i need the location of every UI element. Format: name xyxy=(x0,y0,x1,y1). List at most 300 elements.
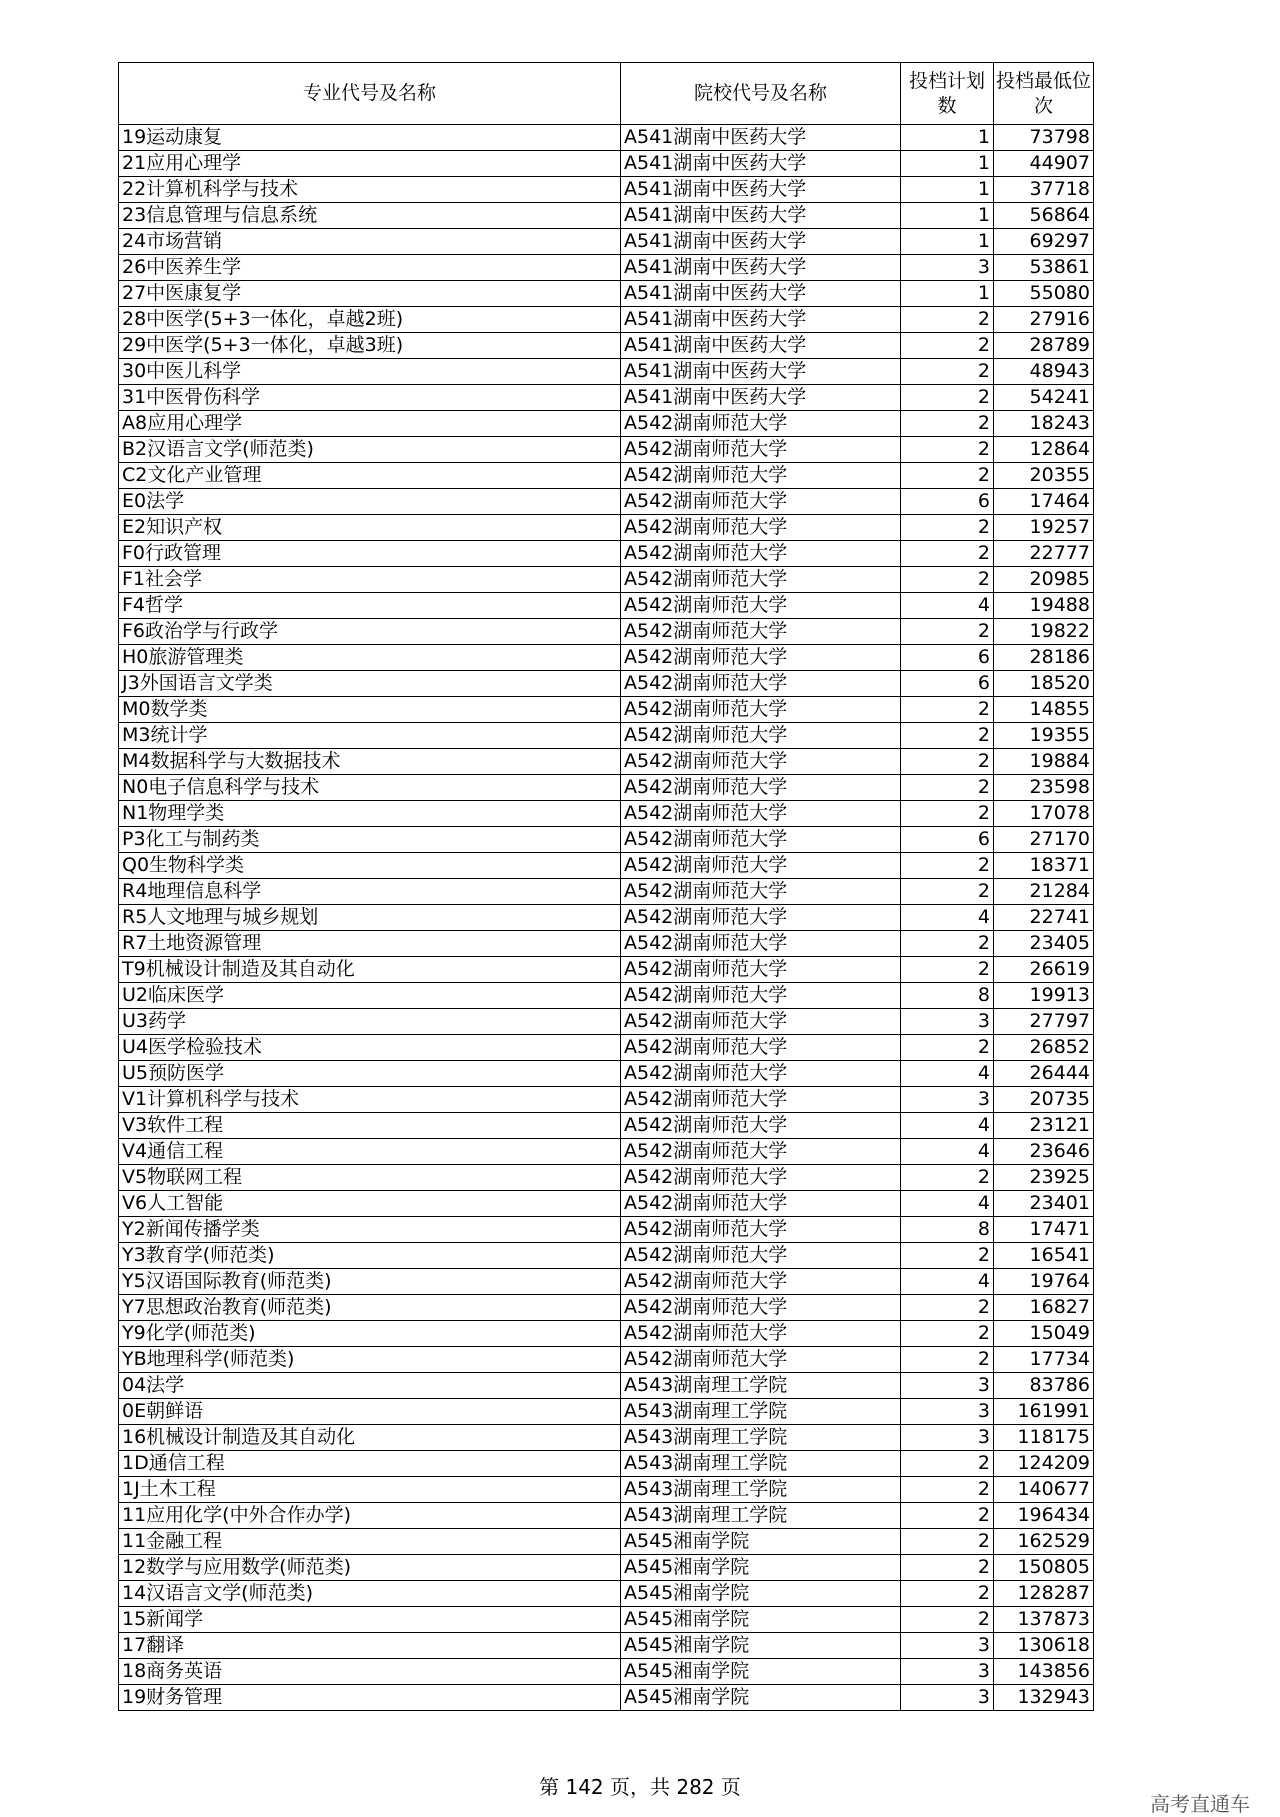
major-cell: U2临床医学 xyxy=(119,983,621,1009)
plan-cell: 2 xyxy=(901,411,994,437)
table-row xyxy=(119,463,1094,489)
plan-cell: 8 xyxy=(901,983,994,1009)
rank-cell: 26852 xyxy=(994,1035,1094,1061)
plan-cell: 3 xyxy=(901,1373,994,1399)
rank-cell: 150805 xyxy=(994,1555,1094,1581)
table-row xyxy=(119,359,1094,385)
table-row xyxy=(119,1425,1094,1451)
school-cell: A542湖南师范大学 xyxy=(621,567,901,593)
major-cell: V1计算机科学与技术 xyxy=(119,1087,621,1113)
header-rank: 投档最低位次 xyxy=(994,63,1094,125)
table-row xyxy=(119,723,1094,749)
rank-cell: 20735 xyxy=(994,1087,1094,1113)
school-cell: A543湖南理工学院 xyxy=(621,1425,901,1451)
admission-table xyxy=(118,62,1094,1711)
table-row xyxy=(119,749,1094,775)
plan-cell: 3 xyxy=(901,1685,994,1711)
major-cell: 21应用心理学 xyxy=(119,151,621,177)
major-cell: Y5汉语国际教育(师范类) xyxy=(119,1269,621,1295)
table-row xyxy=(119,1529,1094,1555)
plan-cell: 2 xyxy=(901,619,994,645)
major-cell: C2文化产业管理 xyxy=(119,463,621,489)
header-plan: 投档计划数 xyxy=(901,63,994,125)
table-row xyxy=(119,151,1094,177)
table-row xyxy=(119,593,1094,619)
rank-cell: 17471 xyxy=(994,1217,1094,1243)
school-cell: A542湖南师范大学 xyxy=(621,541,901,567)
table-row xyxy=(119,1061,1094,1087)
table-row xyxy=(119,567,1094,593)
plan-cell: 2 xyxy=(901,1451,994,1477)
table-row xyxy=(119,1269,1094,1295)
table-row xyxy=(119,1399,1094,1425)
major-cell: 14汉语言文学(师范类) xyxy=(119,1581,621,1607)
rank-cell: 16827 xyxy=(994,1295,1094,1321)
major-cell: V4通信工程 xyxy=(119,1139,621,1165)
school-cell: A542湖南师范大学 xyxy=(621,957,901,983)
rank-cell: 16541 xyxy=(994,1243,1094,1269)
school-cell: A541湖南中医药大学 xyxy=(621,385,901,411)
plan-cell: 1 xyxy=(901,151,994,177)
plan-cell: 4 xyxy=(901,1113,994,1139)
major-cell: 19财务管理 xyxy=(119,1685,621,1711)
major-cell: R7土地资源管理 xyxy=(119,931,621,957)
major-cell: 04法学 xyxy=(119,1373,621,1399)
plan-cell: 2 xyxy=(901,1035,994,1061)
table-row xyxy=(119,1009,1094,1035)
school-cell: A545湘南学院 xyxy=(621,1633,901,1659)
table-row xyxy=(119,1503,1094,1529)
plan-cell: 2 xyxy=(901,749,994,775)
plan-cell: 2 xyxy=(901,931,994,957)
table-row xyxy=(119,1373,1094,1399)
plan-cell: 2 xyxy=(901,957,994,983)
rank-cell: 23405 xyxy=(994,931,1094,957)
table-row xyxy=(119,827,1094,853)
school-cell: A542湖南师范大学 xyxy=(621,931,901,957)
plan-cell: 2 xyxy=(901,359,994,385)
plan-cell: 2 xyxy=(901,1555,994,1581)
school-cell: A541湖南中医药大学 xyxy=(621,203,901,229)
plan-cell: 2 xyxy=(901,1295,994,1321)
table-row xyxy=(119,1191,1094,1217)
rank-cell: 26444 xyxy=(994,1061,1094,1087)
rank-cell: 21284 xyxy=(994,879,1094,905)
plan-cell: 4 xyxy=(901,593,994,619)
major-cell: Y3教育学(师范类) xyxy=(119,1243,621,1269)
major-cell: N0电子信息科学与技术 xyxy=(119,775,621,801)
major-cell: Q0生物科学类 xyxy=(119,853,621,879)
table-row xyxy=(119,645,1094,671)
rank-cell: 48943 xyxy=(994,359,1094,385)
table-row xyxy=(119,515,1094,541)
plan-cell: 4 xyxy=(901,1139,994,1165)
school-cell: A542湖南师范大学 xyxy=(621,801,901,827)
school-cell: A542湖南师范大学 xyxy=(621,723,901,749)
rank-cell: 19884 xyxy=(994,749,1094,775)
major-cell: 11金融工程 xyxy=(119,1529,621,1555)
major-cell: Y7思想政治教育(师范类) xyxy=(119,1295,621,1321)
table-row xyxy=(119,333,1094,359)
table-row xyxy=(119,307,1094,333)
major-cell: M4数据科学与大数据技术 xyxy=(119,749,621,775)
table-header xyxy=(119,63,1094,125)
rank-cell: 23121 xyxy=(994,1113,1094,1139)
major-cell: 12数学与应用数学(师范类) xyxy=(119,1555,621,1581)
table-row xyxy=(119,853,1094,879)
school-cell: A542湖南师范大学 xyxy=(621,593,901,619)
major-cell: 26中医养生学 xyxy=(119,255,621,281)
rank-cell: 69297 xyxy=(994,229,1094,255)
rank-cell: 17464 xyxy=(994,489,1094,515)
rank-cell: 137873 xyxy=(994,1607,1094,1633)
school-cell: A541湖南中医药大学 xyxy=(621,229,901,255)
plan-cell: 3 xyxy=(901,255,994,281)
rank-cell: 12864 xyxy=(994,437,1094,463)
school-cell: A542湖南师范大学 xyxy=(621,411,901,437)
major-cell: 1D通信工程 xyxy=(119,1451,621,1477)
header-school: 院校代号及名称 xyxy=(621,63,901,125)
rank-cell: 130618 xyxy=(994,1633,1094,1659)
rank-cell: 143856 xyxy=(994,1659,1094,1685)
rank-cell: 28186 xyxy=(994,645,1094,671)
table-row xyxy=(119,177,1094,203)
rank-cell: 19913 xyxy=(994,983,1094,1009)
table-row xyxy=(119,489,1094,515)
table-row xyxy=(119,905,1094,931)
plan-cell: 1 xyxy=(901,177,994,203)
school-cell: A543湖南理工学院 xyxy=(621,1399,901,1425)
table-row xyxy=(119,229,1094,255)
plan-cell: 6 xyxy=(901,489,994,515)
major-cell: E2知识产权 xyxy=(119,515,621,541)
header-major: 专业代号及名称 xyxy=(119,63,621,125)
major-cell: 0E朝鲜语 xyxy=(119,1399,621,1425)
major-cell: U3药学 xyxy=(119,1009,621,1035)
major-cell: P3化工与制药类 xyxy=(119,827,621,853)
major-cell: 23信息管理与信息系统 xyxy=(119,203,621,229)
major-cell: V3软件工程 xyxy=(119,1113,621,1139)
rank-cell: 27170 xyxy=(994,827,1094,853)
table-row xyxy=(119,125,1094,151)
school-cell: A542湖南师范大学 xyxy=(621,905,901,931)
plan-cell: 2 xyxy=(901,1321,994,1347)
major-cell: V6人工智能 xyxy=(119,1191,621,1217)
rank-cell: 124209 xyxy=(994,1451,1094,1477)
rank-cell: 56864 xyxy=(994,203,1094,229)
school-cell: A542湖南师范大学 xyxy=(621,775,901,801)
plan-cell: 6 xyxy=(901,645,994,671)
rank-cell: 23646 xyxy=(994,1139,1094,1165)
major-cell: F6政治学与行政学 xyxy=(119,619,621,645)
major-cell: E0法学 xyxy=(119,489,621,515)
school-cell: A542湖南师范大学 xyxy=(621,1061,901,1087)
plan-cell: 4 xyxy=(901,1061,994,1087)
rank-cell: 26619 xyxy=(994,957,1094,983)
plan-cell: 2 xyxy=(901,853,994,879)
plan-cell: 4 xyxy=(901,905,994,931)
school-cell: A542湖南师范大学 xyxy=(621,1321,901,1347)
plan-cell: 2 xyxy=(901,697,994,723)
rank-cell: 140677 xyxy=(994,1477,1094,1503)
plan-cell: 6 xyxy=(901,671,994,697)
rank-cell: 18371 xyxy=(994,853,1094,879)
major-cell: 24市场营销 xyxy=(119,229,621,255)
major-cell: A8应用心理学 xyxy=(119,411,621,437)
major-cell: 22计算机科学与技术 xyxy=(119,177,621,203)
table-row xyxy=(119,1659,1094,1685)
plan-cell: 2 xyxy=(901,1581,994,1607)
rank-cell: 23925 xyxy=(994,1165,1094,1191)
major-cell: T9机械设计制造及其自动化 xyxy=(119,957,621,983)
rank-cell: 28789 xyxy=(994,333,1094,359)
school-cell: A545湘南学院 xyxy=(621,1529,901,1555)
major-cell: 15新闻学 xyxy=(119,1607,621,1633)
rank-cell: 196434 xyxy=(994,1503,1094,1529)
school-cell: A541湖南中医药大学 xyxy=(621,255,901,281)
rank-cell: 132943 xyxy=(994,1685,1094,1711)
table-row xyxy=(119,1217,1094,1243)
rank-cell: 161991 xyxy=(994,1399,1094,1425)
school-cell: A541湖南中医药大学 xyxy=(621,151,901,177)
table-row xyxy=(119,203,1094,229)
school-cell: A542湖南师范大学 xyxy=(621,1165,901,1191)
table-row xyxy=(119,1347,1094,1373)
plan-cell: 2 xyxy=(901,1529,994,1555)
rank-cell: 53861 xyxy=(994,255,1094,281)
major-cell: Y2新闻传播学类 xyxy=(119,1217,621,1243)
rank-cell: 18243 xyxy=(994,411,1094,437)
school-cell: A542湖南师范大学 xyxy=(621,827,901,853)
table-row xyxy=(119,281,1094,307)
school-cell: A545湘南学院 xyxy=(621,1607,901,1633)
school-cell: A543湖南理工学院 xyxy=(621,1477,901,1503)
table-row xyxy=(119,1087,1094,1113)
major-cell: J3外国语言文学类 xyxy=(119,671,621,697)
plan-cell: 6 xyxy=(901,827,994,853)
plan-cell: 4 xyxy=(901,1269,994,1295)
plan-cell: 1 xyxy=(901,203,994,229)
school-cell: A545湘南学院 xyxy=(621,1555,901,1581)
plan-cell: 2 xyxy=(901,1607,994,1633)
table-row xyxy=(119,1165,1094,1191)
school-cell: A541湖南中医药大学 xyxy=(621,307,901,333)
page-number: 第 142 页，共 282 页 xyxy=(539,1775,741,1799)
rank-cell: 55080 xyxy=(994,281,1094,307)
school-cell: A542湖南师范大学 xyxy=(621,879,901,905)
plan-cell: 3 xyxy=(901,1633,994,1659)
plan-cell: 1 xyxy=(901,281,994,307)
major-cell: N1物理学类 xyxy=(119,801,621,827)
plan-cell: 2 xyxy=(901,775,994,801)
school-cell: A545湘南学院 xyxy=(621,1581,901,1607)
rank-cell: 19764 xyxy=(994,1269,1094,1295)
school-cell: A542湖南师范大学 xyxy=(621,1139,901,1165)
table-row xyxy=(119,879,1094,905)
table-row xyxy=(119,1035,1094,1061)
school-cell: A543湖南理工学院 xyxy=(621,1373,901,1399)
table-row xyxy=(119,1243,1094,1269)
rank-cell: 18520 xyxy=(994,671,1094,697)
plan-cell: 3 xyxy=(901,1087,994,1113)
school-cell: A542湖南师范大学 xyxy=(621,697,901,723)
table-row xyxy=(119,1685,1094,1711)
plan-cell: 3 xyxy=(901,1399,994,1425)
school-cell: A541湖南中医药大学 xyxy=(621,333,901,359)
major-cell: 19运动康复 xyxy=(119,125,621,151)
table-row xyxy=(119,619,1094,645)
major-cell: 30中医儿科学 xyxy=(119,359,621,385)
plan-cell: 2 xyxy=(901,879,994,905)
school-cell: A542湖南师范大学 xyxy=(621,983,901,1009)
table-body xyxy=(119,125,1094,1711)
table-row xyxy=(119,437,1094,463)
major-cell: Y9化学(师范类) xyxy=(119,1321,621,1347)
table-row xyxy=(119,1581,1094,1607)
school-cell: A542湖南师范大学 xyxy=(621,749,901,775)
rank-cell: 37718 xyxy=(994,177,1094,203)
school-cell: A542湖南师范大学 xyxy=(621,1295,901,1321)
major-cell: 16机械设计制造及其自动化 xyxy=(119,1425,621,1451)
major-cell: M3统计学 xyxy=(119,723,621,749)
table-row xyxy=(119,1295,1094,1321)
major-cell: 29中医学(5+3一体化，卓越3班) xyxy=(119,333,621,359)
plan-cell: 2 xyxy=(901,1503,994,1529)
rank-cell: 20355 xyxy=(994,463,1094,489)
table-row xyxy=(119,1139,1094,1165)
rank-cell: 73798 xyxy=(994,125,1094,151)
school-cell: A545湘南学院 xyxy=(621,1685,901,1711)
school-cell: A543湖南理工学院 xyxy=(621,1451,901,1477)
plan-cell: 2 xyxy=(901,801,994,827)
major-cell: M0数学类 xyxy=(119,697,621,723)
plan-cell: 2 xyxy=(901,515,994,541)
table-row xyxy=(119,775,1094,801)
plan-cell: 1 xyxy=(901,125,994,151)
table-row xyxy=(119,1113,1094,1139)
school-cell: A542湖南师范大学 xyxy=(621,1113,901,1139)
plan-cell: 3 xyxy=(901,1425,994,1451)
table-row xyxy=(119,931,1094,957)
major-cell: F1社会学 xyxy=(119,567,621,593)
table-row xyxy=(119,1633,1094,1659)
plan-cell: 2 xyxy=(901,333,994,359)
plan-cell: 2 xyxy=(901,567,994,593)
plan-cell: 1 xyxy=(901,229,994,255)
school-cell: A542湖南师范大学 xyxy=(621,1035,901,1061)
rank-cell: 14855 xyxy=(994,697,1094,723)
table-row xyxy=(119,385,1094,411)
major-cell: B2汉语言文学(师范类) xyxy=(119,437,621,463)
table-row xyxy=(119,671,1094,697)
table-row xyxy=(119,957,1094,983)
plan-cell: 2 xyxy=(901,1347,994,1373)
school-cell: A542湖南师范大学 xyxy=(621,1217,901,1243)
school-cell: A542湖南师范大学 xyxy=(621,489,901,515)
plan-cell: 8 xyxy=(901,1217,994,1243)
major-cell: 28中医学(5+3一体化，卓越2班) xyxy=(119,307,621,333)
plan-cell: 2 xyxy=(901,541,994,567)
rank-cell: 19355 xyxy=(994,723,1094,749)
school-cell: A541湖南中医药大学 xyxy=(621,177,901,203)
rank-cell: 128287 xyxy=(994,1581,1094,1607)
major-cell: 1J土木工程 xyxy=(119,1477,621,1503)
table-row xyxy=(119,801,1094,827)
major-cell: 31中医骨伤科学 xyxy=(119,385,621,411)
school-cell: A542湖南师范大学 xyxy=(621,515,901,541)
major-cell: H0旅游管理类 xyxy=(119,645,621,671)
major-cell: 18商务英语 xyxy=(119,1659,621,1685)
school-cell: A542湖南师范大学 xyxy=(621,1269,901,1295)
rank-cell: 23401 xyxy=(994,1191,1094,1217)
school-cell: A542湖南师范大学 xyxy=(621,619,901,645)
rank-cell: 54241 xyxy=(994,385,1094,411)
rank-cell: 44907 xyxy=(994,151,1094,177)
table-row xyxy=(119,1607,1094,1633)
school-cell: A542湖南师范大学 xyxy=(621,1009,901,1035)
rank-cell: 17734 xyxy=(994,1347,1094,1373)
school-cell: A542湖南师范大学 xyxy=(621,853,901,879)
school-cell: A541湖南中医药大学 xyxy=(621,281,901,307)
major-cell: F4哲学 xyxy=(119,593,621,619)
major-cell: 17翻译 xyxy=(119,1633,621,1659)
plan-cell: 2 xyxy=(901,307,994,333)
plan-cell: 2 xyxy=(901,1243,994,1269)
major-cell: 27中医康复学 xyxy=(119,281,621,307)
rank-cell: 27916 xyxy=(994,307,1094,333)
plan-cell: 4 xyxy=(901,1191,994,1217)
school-cell: A542湖南师范大学 xyxy=(621,645,901,671)
table-row xyxy=(119,697,1094,723)
plan-cell: 2 xyxy=(901,385,994,411)
rank-cell: 22741 xyxy=(994,905,1094,931)
table-row xyxy=(119,255,1094,281)
school-cell: A543湖南理工学院 xyxy=(621,1503,901,1529)
school-cell: A541湖南中医药大学 xyxy=(621,125,901,151)
rank-cell: 27797 xyxy=(994,1009,1094,1035)
rank-cell: 19488 xyxy=(994,593,1094,619)
plan-cell: 2 xyxy=(901,463,994,489)
rank-cell: 23598 xyxy=(994,775,1094,801)
plan-cell: 2 xyxy=(901,437,994,463)
school-cell: A542湖南师范大学 xyxy=(621,463,901,489)
plan-cell: 2 xyxy=(901,723,994,749)
school-cell: A541湖南中医药大学 xyxy=(621,359,901,385)
major-cell: 11应用化学(中外合作办学) xyxy=(119,1503,621,1529)
rank-cell: 118175 xyxy=(994,1425,1094,1451)
table-row xyxy=(119,411,1094,437)
school-cell: A545湘南学院 xyxy=(621,1659,901,1685)
major-cell: F0行政管理 xyxy=(119,541,621,567)
major-cell: V5物联网工程 xyxy=(119,1165,621,1191)
plan-cell: 3 xyxy=(901,1659,994,1685)
school-cell: A542湖南师范大学 xyxy=(621,671,901,697)
rank-cell: 17078 xyxy=(994,801,1094,827)
plan-cell: 3 xyxy=(901,1009,994,1035)
school-cell: A542湖南师范大学 xyxy=(621,1087,901,1113)
school-cell: A542湖南师范大学 xyxy=(621,1347,901,1373)
rank-cell: 22777 xyxy=(994,541,1094,567)
major-cell: U5预防医学 xyxy=(119,1061,621,1087)
school-cell: A542湖南师范大学 xyxy=(621,1243,901,1269)
table-row xyxy=(119,1321,1094,1347)
rank-cell: 19822 xyxy=(994,619,1094,645)
watermark-text: 高考直通车 xyxy=(1150,1792,1250,1816)
table-row xyxy=(119,983,1094,1009)
rank-cell: 19257 xyxy=(994,515,1094,541)
rank-cell: 20985 xyxy=(994,567,1094,593)
major-cell: U4医学检验技术 xyxy=(119,1035,621,1061)
